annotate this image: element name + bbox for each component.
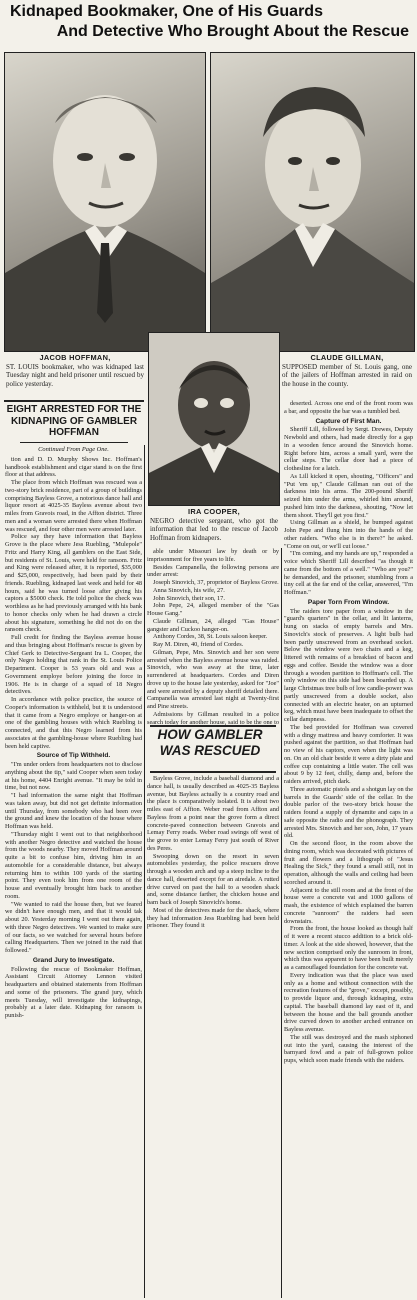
paragraph: Adjacent to the still room and at the front of the house were a concrete vat and 1000 gallons of mash, the existence of which explained the barren concrete "sunroom" the raiders had seen downstairs.: [284, 886, 413, 925]
divider-rule: [150, 771, 276, 773]
caption-name: CLAUDE GILLMAN,: [310, 353, 384, 362]
paragraph: Following the rescue of Bookmaker Hoffman, Assistant Circuit Attorney Lennon visited headquarters and obtained statements from Hoffman and some of the prisoners. The grand jury, which meets Tuesday, will investigate the kidnapings, probably at a later date. Kidnaping for ransom is punish-: [5, 965, 142, 1019]
subheading: Capture of First Man.: [315, 417, 382, 425]
paragraph: Ray M. Diren, 40, friend of Cordes.: [153, 641, 244, 648]
paragraph: Most of the detectives made for the shack, where they had information Jess Ruebling had been held prisoner. They found it: [147, 906, 279, 930]
paragraph: Full credit for finding the Bayless avenue house and thus bringing about Hoffman's rescue is given by Chief Gerk to Detective-Sergeant Ira L. Cooper, the only Negro holding that rank in the St. Louis Police Department. Cooper is 53 years old and was a Government employe before joining the force in 1906. He is in charge of a squad of 18 Negro detectives.: [5, 634, 142, 696]
caption-text: NEGRO detective sergeant, who got the information that led to the rescue of Jacob Hoffman from kidnapers.: [150, 516, 278, 542]
caption-text: SUPPOSED member of St. Louis gang, one of the jailers of Hoffman arrested in raid on the house in the county.: [282, 362, 412, 388]
column-divider: [144, 445, 145, 1298]
paragraph: Admissions by Gillman resulted in a police search today for another house, said to be the one to: [147, 710, 279, 726]
subheading: Source of Tip Withheld.: [36, 752, 111, 760]
story-column-2-continued: [147, 775, 279, 1298]
subheading: Paper Torn From Window.: [307, 598, 390, 606]
paragraph: Sheriff Lill, followed by Sergt. Drewes, Deputy Newbold and others, had made directly for a gap in a wooden fence around the Sinovich home. Right before him, across a small yard, were the cellar steps. The cellar door had a piece of clothesline for a latch.: [284, 426, 413, 472]
story-column-2: [147, 548, 279, 726]
paragraph: Using Gillman as a shield, he bumped against John Pepe and flung him into the hands of the other raiders. "Who else is in there?" he asked. "Come on out, or we'll cut loose.": [284, 519, 413, 550]
continued-notice: Continued From Page One.: [38, 446, 109, 453]
paragraph: John Pepe, 24, alleged member of the "Gas House Gang.": [147, 602, 279, 617]
paragraph: As Lill kicked it open, shouting, "Officers" and "Put 'em up," Claude Gillman ran out of the darkness into his arms. The 200-pound Sheriff seized him under the arms, whirled him around, pushed him into the darkness, shouting, "Now let them shoot. They'll get you first.": [284, 472, 413, 519]
paragraph: In accordance with police practice, the source of Cooper's information is withheld, but it is understood that it came from a Negro employe or hanger-on at one of the gambling houses with which Ruebling is connected, and that this Negro learned from his associates at the gambling-house where Ruebling had been held captive.: [5, 696, 142, 750]
paragraph: Joseph Sinovich, 37, proprietor of Bayless Grove.: [153, 579, 279, 586]
paragraph: Anthony Cordes, 38, St. Louis saloon keeper.: [153, 633, 268, 641]
main-headline-line1: Kidnaped Bookmaker, One of His Guards: [10, 3, 323, 20]
paragraph: Gilman, Pepe, Mrs. Sinovich and her son were arrested when the Bayless avenue house was raided. Sinovich, who was away at the time, later surrendered at headquarters. Cordes and Diren drove up to the house late yesterday, asked for "Joe" and were arrested by a deputy sheriff detailed there. Campanella was arrested last night at Twenty-first and Pine streets.: [147, 648, 279, 710]
story-column-3: [284, 400, 413, 1298]
paragraph: The place from which Hoffman was rescued was a two-story brick residence, part of a group of buildings comprising Bayless Grove, a notorious dance hall and liquor resort at 4025-35 Bayless avenue about two miles from Gravois road, in the Affton district. Three men and a woman were arrested there when Hoffman was rescued, and four other men were arrested later.: [5, 479, 142, 533]
divider-rule: [4, 400, 144, 402]
paragraph: tion and D. D. Murphy Shows Inc. Hoffman's handbook establishment and cigar stand is on the first floor at that address.: [5, 455, 142, 479]
paragraph: "I'm under orders from headquarters not to disclose anything about the tip," said Cooper when seen today at his home, 4404 Enright avenue. "It may be told in time, but not now.: [5, 761, 142, 792]
paragraph: John Sinovich, their son, 17.: [153, 594, 225, 602]
divider-rule: [20, 442, 128, 443]
paragraph: Claude Gillman, 24, alleged "Gas House" gangster and Cuckoo hanger-on.: [147, 617, 279, 633]
caption-name: JACOB HOFFMAN,: [39, 353, 111, 362]
paragraph: "I had information the same night that Hoffman was taken away, but did not get definite information until Thursday, from somebody who had been over the ground and knew the location of the house where Hoffman was held.: [5, 792, 142, 830]
photo-ira-cooper: [148, 332, 280, 506]
paragraph: Bayless Grove, include a baseball diamond and a dance hall, is usually described as 4025-35 Bayless avenue, but Bayless actually is a country road and the place is comparatively isolated. It is about two miles east of Affton. Weber road from Affton and Bayless from a point near the grove form a direct concrete-paved connection between Gravois and Lemay Ferry roads. Weber road swings off west of the grove to enter Lemay Ferry just south of River des Peres.: [147, 775, 279, 852]
paragraph: "Thursday night I went out to that neighborhood with another Negro detective and watched the house from the woods nearby. They moved Hoffman around quite a bit to confuse him, driving him in an automobile for a considerable distance, but always returning him to within 100 yards of the starting point. They even took him from one room of the house and eventually brought him back to another room.: [5, 830, 142, 900]
caption-name: IRA COOPER,: [188, 507, 240, 516]
paragraph: Besides Campanella, the following persons are under arrest:: [147, 563, 279, 579]
rescue-headline: HOW GAMBLER WAS RESCUED: [157, 727, 263, 758]
paragraph: Swooping down on the resort in seven automobiles yesterday, the police rescuers drove through a wooden arch and up a steep incline to the dance hall, deserted except for an airedale. A rutted drive curved on past the hall to a wooden shack and, some distance farther, the chicken house and barn back of Joseph Sinovich's home.: [147, 852, 279, 906]
caption-ira-cooper: [150, 508, 278, 542]
paragraph: Every indication was that the place was used only as a home and without connection with the recreation features of the "grove," except, possibly, to provide liquor and, through kidnaping, extra capital. The baseball diamond lay east of it, and between the house and the ball grounds another drive curved down to another arched entrance on Bayless avenue.: [284, 971, 413, 1033]
paragraph: "We wanted to raid the house then, but we feared we didn't have enough men, and that it would tak about 20. Yesterday morning I went out there again, with three Negro detectives. We wanted to make sure of our facts, so we watched for several hours before calling Headquarters. Then we joined in the raid that followed.": [5, 900, 142, 954]
paragraph: Anna Sinovich, his wife, 27.: [153, 586, 225, 594]
portrait-silhouette-icon: [149, 333, 279, 505]
story-headline: EIGHT ARRESTED FOR THE KIDNAPING OF GAMBLER HOFFMAN: [6, 404, 142, 438]
story-column-1: [5, 445, 142, 1298]
column-divider: [281, 548, 282, 1298]
photo-claude-gillman: [210, 52, 415, 352]
caption-claude-gillman: [282, 354, 412, 388]
main-headline-line2: And Detective Who Brought About the Rescue: [56, 23, 409, 40]
paragraph: "I'm coming, and my hands are up," responded a voice which Sheriff Lill described "as though it came from the bottom of a well." "Who are you?" he demanded, and the prisoner, stumbling from a tiny cell at the far end of the cellar, answered, "I'm Hoffman.": [284, 550, 413, 596]
paragraph: The raiders tore paper from a window in the "guard's quarters" in the cellar, and lit lanterns, hung on stacks of empty barrels and Mrs. Sinovich's stock of preserves. A light bulb had been partly unscrewed from an overhead socket. Below the window were two chairs and a keg, littered with remains of a breakfast of bacon and eggs and coffee. Beside the window was a door through a wooden partition to Hoffman's cell. The only window on this side had been boarded up. A large Christmas tree bulb of low candle-power was partly unscrewed from a double socket, also connected with an electric heater, on an upturned keg, which must have been inadequate to offset the cellar dampness.: [284, 607, 413, 723]
paragraph: The bed provided for Hoffman was covered with a dingy mattress and heavy comforter. It was pushed against the partition, so that Hoffman had no view of his captors, even when the light was on. On an old chair beside it were a dirty plate and coffee cup containing a little water. The cell was about 9 by 12 feet, chilly, damp and, before the raiders arrived, pitch dark.: [284, 723, 413, 785]
caption-text: ST. LOUIS bookmaker, who was kidnaped last Tuesday night and held prisoner until rescued by police yesterday.: [6, 362, 144, 388]
paragraph: deserted. Across one end of the front room was a bar, and opposite the bar was a tumbled bed.: [284, 400, 413, 415]
portrait-silhouette-icon: [211, 53, 414, 351]
paragraph: From the front, the house looked as though half of it were a recent stucco addition to a brick old-timer. A look at the side showed, however, that the new section comprised only the sunroom in front, which thus was apparent to have been built merely as a camouflaged foundation for the concrete vat.: [284, 925, 413, 971]
main-headline: [4, 2, 413, 50]
portrait-silhouette-icon: [5, 53, 205, 351]
paragraph: Three automatic pistols and a shotgun lay on the barrels in the Guards' side of the cellar. In the double parlor of the two-story brick house the raiders found a supply of dynamite and caps in a safe opposite the radio and the phonograph. They arrested Mrs. Sinovich and her son, John, 17 years old.: [284, 785, 413, 840]
photo-jacob-hoffman: [4, 52, 206, 352]
caption-jacob-hoffman: [6, 354, 144, 388]
subheading: Grand Jury to Investigate.: [32, 956, 115, 964]
paragraph: On the second floor, in the room above the dining room, which was decorated with pictures of fruit and flowers and a lithograph of "Jesus Healing the Sick," they found a small still, not in operation, although the walls and ceiling had been scorched around it.: [284, 840, 413, 886]
paragraph: The still was destroyed and the mash siphoned out into the yard, causing the interest of the barnyard fowl and a pair of full-grown police pups, which soon made friends with the raiders.: [284, 1033, 413, 1064]
paragraph: able under Missouri law by death or by imprisonment for five years to life.: [147, 548, 279, 563]
paragraph: Police say they have information that Bayless Grove is the place where Jess Ruebling, "Mulepole" Fritz and Harry King, all gamblers on the East Side, but residents of St. Louis, were held for ransom. Fritz and King were released after, it is reported, $35,000 and $25,000, respectively, had been paid by their friends. Ruebling, kidnaped last week and held for 48 hours, said he was turned loose after giving his captors a $5000 check. He told police the check was worthless as he had previously arranged with his bank to honor checks only when he had drawn a circle about his signature, something he did not do on the ransom check.: [5, 533, 142, 634]
